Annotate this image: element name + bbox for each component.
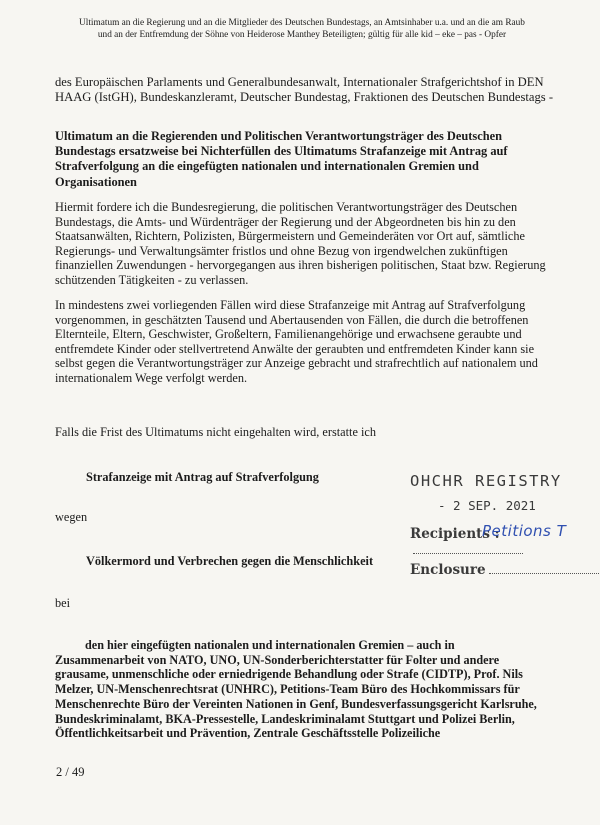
registry-stamp-date: - 2 SEP. 2021 (438, 498, 536, 513)
text-line: Öffentlichkeitsarbeit und Prävention, Zentrale Geschäftsstelle Polizeiliche (55, 726, 441, 741)
text-line: Bundeskriminalamt, BKA-Pressestelle, Landeskriminalamt Stuttgart und Polizei Berlin, (55, 711, 515, 726)
document-title (55, 129, 555, 190)
text-line: Bundestags, die Amts- und Würdenträger der Regierung und der Abgeordneten bis hin zu den (55, 214, 516, 229)
stamp-enclosure-row (410, 562, 599, 578)
paragraph-demand (55, 200, 565, 288)
text-line: selbst gegen die Verantwortungsträger zur Anzeige gebracht und strafrechtlich auf nationalem und (55, 356, 538, 371)
text-line: Melzer, UN-Menschenrechtsrat (UNHRC), Petitions-Team Büro des Hochkommissars für (55, 682, 520, 697)
addressee-block (55, 75, 565, 105)
header-line: und an der Entfremdung der Söhne von Heiderose Manthey Beteiligten; gültig für alle kid – eke – pas - Opfer (97, 29, 507, 40)
text-line: entfremdete Kinder oder stellvertretend Anwälte der geraubten und entfremdeten Kinder kann sie (55, 341, 535, 356)
text-line: internationalem Wege verfolgt werden. (55, 370, 248, 385)
title-line: Bundestags ersatzweise bei Nichterfüllen des Ultimatums Strafanzeige mit Antrag auf (55, 144, 508, 159)
wegen-text: wegen (55, 510, 88, 524)
header-line: Ultimatum an die Regierung und an die Mitglieder des Deutschen Bundestags, an Amtsinhaber u.a. und an die am Raub (79, 18, 525, 28)
deadline-text: Falls die Frist des Ultimatums nicht eingehalten wird, erstatte ich (55, 425, 377, 439)
text-line: In mindestens zwei vorliegenden Fällen wird diese Strafanzeige mit Antrag auf Strafverfolgung (55, 298, 526, 312)
addressee-line: HAAG (IstGH), Bundeskanzleramt, Deutscher Bundestag, Fraktionen des Deutschen Bundestags - (55, 90, 554, 105)
text-line: finanziellen Zuwendungen - hervorgegangen aus ihren bisherigen politischen, Staat bzw. Regierung (55, 258, 546, 273)
text-line: grausame, unmenschliche oder erniedrigende Behandlung oder Strafe (CIDTP), Prof. Nils (55, 667, 523, 682)
registry-stamp-title: OHCHR REGISTRY (410, 472, 562, 490)
text-line: vorgenommen, in geschätzten Tausend und Abertausenden von Fällen, die durch die betroffenen (55, 312, 529, 327)
charge-heading: Strafanzeige mit Antrag auf Strafverfolgung (86, 470, 319, 484)
text-line: Regierungs- und Verwaltungsämter fristlos und ohne Bezug von irgendwelchen zukünftigen (55, 243, 508, 258)
dotted-line (413, 543, 523, 554)
handwritten-recipient: Petitions T (482, 522, 567, 540)
enclosure-label: Enclosure (410, 562, 486, 578)
text-line: Staatsanwälten, Richtern, Polizisten, Bürgermeistern und Gemeinderäten vor Ort auf, sämtliche (55, 229, 525, 244)
recipients-label: Recipients : (410, 526, 500, 542)
bei-text: bei (55, 596, 71, 610)
paragraph-cases (55, 298, 565, 386)
text-line: Menschenrechte Büro der Vereinten Nationen in Genf, Bundesverfassungsgericht Karlsruhe, (55, 696, 537, 711)
text-line: Zusammenarbeit von NATO, UNO, UN-Sonderberichterstatter für Folter und andere (55, 652, 500, 667)
title-line: Ultimatum an die Regierenden und Politischen Verantwortungsträger des Deutschen (55, 129, 502, 143)
title-line: Organisationen (55, 174, 137, 189)
dotted-line (489, 563, 599, 574)
text-line: den hier eingefügten nationalen und internationalen Gremien – auch in (85, 638, 455, 652)
text-line: schützenden Tätigkeiten - zu verlassen. (55, 272, 249, 287)
crime-heading: Völkermord und Verbrechen gegen die Menschlichkeit (86, 554, 374, 568)
page-header (38, 18, 566, 41)
bodies-paragraph (55, 638, 570, 741)
text-line: Hiermit fordere ich die Bundesregierung, die politischen Verantwortungsträger des Deutschen (55, 200, 518, 214)
title-line: Strafverfolgung an die eingefügten nationalen und internationalen Gremien und (55, 159, 479, 174)
page-number: 2 / 49 (56, 765, 85, 779)
text-line: Elternteile, Eltern, Geschwister, Großeltern, Familienangehörige und erwachsene geraubte und (55, 327, 522, 342)
addressee-line: des Europäischen Parlaments und Generalbundesanwalt, Internationaler Strafgerichtshof in DEN (55, 75, 544, 89)
